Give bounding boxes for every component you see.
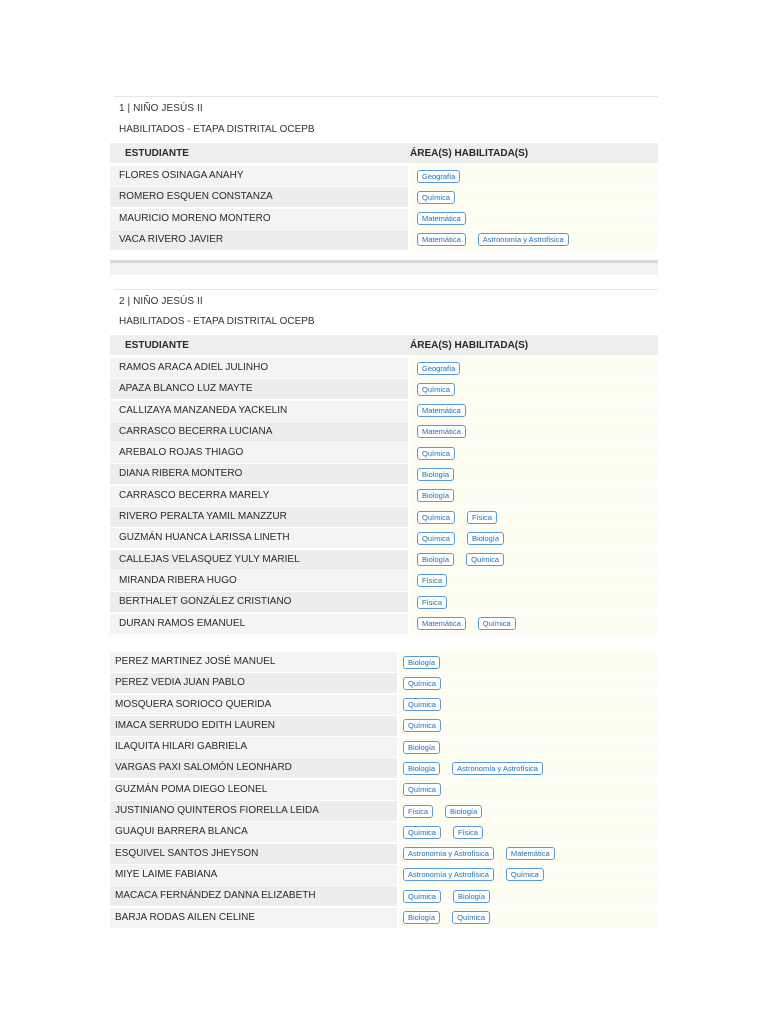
table-row <box>110 486 658 506</box>
area-cell <box>399 780 658 800</box>
table-row <box>110 780 658 800</box>
area-badge[interactable]: Química <box>478 617 516 630</box>
table-row <box>110 844 658 864</box>
area-cell <box>410 486 658 506</box>
area-cell <box>410 507 658 527</box>
student-name: FLORES OSINAGA ANAHY <box>110 166 408 186</box>
area-badge[interactable]: Física <box>403 805 433 818</box>
table-row <box>110 592 658 612</box>
area-cell <box>399 673 658 693</box>
area-cell <box>399 695 658 715</box>
student-name: ILAQUITA HILARI GABRIELA <box>110 737 397 757</box>
area-badge[interactable]: Matemática <box>417 425 466 438</box>
student-name: MACACA FERNÁNDEZ DANNA ELIZABETH <box>110 886 397 906</box>
area-badge[interactable]: Matemática <box>417 617 466 630</box>
column-header-student: ESTUDIANTE <box>125 147 189 159</box>
table-row <box>110 528 658 548</box>
table-row <box>110 209 658 229</box>
table-row <box>110 401 658 421</box>
area-cell <box>410 592 658 612</box>
area-badge[interactable]: Biología <box>453 890 490 903</box>
table-row <box>110 507 658 527</box>
table-row <box>110 908 658 928</box>
area-cell <box>399 844 658 864</box>
area-badge[interactable]: Biología <box>467 532 504 545</box>
school-section-1 <box>110 96 658 251</box>
student-name: DURAN RAMOS EMANUEL <box>110 614 408 634</box>
area-badge[interactable]: Geografía <box>417 170 460 183</box>
area-cell <box>399 886 658 906</box>
area-badge[interactable]: Física <box>417 574 447 587</box>
table-row <box>110 716 658 736</box>
area-badge[interactable]: Astronomía y Astrofísica <box>403 868 494 881</box>
table-row <box>110 695 658 715</box>
area-badge[interactable]: Biología <box>417 553 454 566</box>
area-badge[interactable]: Química <box>417 447 455 460</box>
student-name: BARJA RODAS AILEN CELINE <box>110 908 397 928</box>
area-badge[interactable]: Matemática <box>506 847 555 860</box>
student-name: APAZA BLANCO LUZ MAYTE <box>110 379 408 399</box>
section-divider <box>114 289 658 290</box>
table-row <box>110 758 658 778</box>
table-row <box>110 614 658 634</box>
table-row <box>110 737 658 757</box>
student-name: VARGAS PAXI SALOMÓN LEONHARD <box>110 758 397 778</box>
student-name: DIANA RIBERA MONTERO <box>110 464 408 484</box>
table-row <box>110 464 658 484</box>
area-badge[interactable]: Biología <box>417 489 454 502</box>
table-row <box>110 550 658 570</box>
student-name: AREBALO ROJAS THIAGO <box>110 443 408 463</box>
column-header-areas: ÁREA(S) HABILITADA(S) <box>410 339 529 351</box>
area-badge[interactable]: Física <box>453 826 483 839</box>
area-badge[interactable]: Química <box>403 698 441 711</box>
area-badge[interactable]: Matemática <box>417 233 466 246</box>
area-badge[interactable]: Química <box>403 890 441 903</box>
student-name: MIYE LAIME FABIANA <box>110 865 397 885</box>
section-subtitle: HABILITADOS - ETAPA DISTRITAL OCEPB <box>119 124 315 135</box>
area-cell <box>410 443 658 463</box>
student-name: GUAQUI BARRERA BLANCA <box>110 822 397 842</box>
area-badge[interactable]: Biología <box>403 911 440 924</box>
table-row <box>110 673 658 693</box>
student-name: MIRANDA RIBERA HUGO <box>110 571 408 591</box>
table-row <box>110 379 658 399</box>
area-cell <box>399 758 658 778</box>
student-name: RAMOS ARACA ADIEL JULINHO <box>110 358 408 378</box>
student-list <box>110 358 658 634</box>
column-header-areas: ÁREA(S) HABILITADA(S) <box>410 147 529 159</box>
area-badge[interactable]: Biología <box>403 762 440 775</box>
section-separator-band <box>110 263 658 275</box>
student-name: RIVERO PERALTA YAMIL MANZZUR <box>110 507 408 527</box>
area-cell <box>410 422 658 442</box>
student-name: ESQUIVEL SANTOS JHEYSON <box>110 844 397 864</box>
area-cell <box>410 379 658 399</box>
area-cell <box>410 550 658 570</box>
area-cell <box>399 801 658 821</box>
school-section-3-continuation <box>110 652 658 929</box>
table-row <box>110 886 658 906</box>
area-cell <box>410 571 658 591</box>
student-name: CALLEJAS VELASQUEZ YULY MARIEL <box>110 550 408 570</box>
table-row <box>110 166 658 186</box>
area-badge[interactable]: Astronomía y Astrofísica <box>403 847 494 860</box>
student-name: GUZMÁN HUANCA LARISSA LINETH <box>110 528 408 548</box>
school-section-2 <box>110 289 658 635</box>
area-badge[interactable]: Química <box>417 532 455 545</box>
area-badge[interactable]: Astronomía y Astrofísica <box>478 233 569 246</box>
area-cell <box>410 401 658 421</box>
table-header <box>110 335 658 355</box>
area-badge[interactable]: Química <box>417 511 455 524</box>
area-badge[interactable]: Química <box>403 826 441 839</box>
table-row <box>110 358 658 378</box>
student-name: IMACA SERRUDO EDITH LAUREN <box>110 716 397 736</box>
column-header-student: ESTUDIANTE <box>125 339 189 351</box>
area-badge[interactable]: Matemática <box>417 404 466 417</box>
area-badge[interactable]: Química <box>417 191 455 204</box>
area-cell <box>410 209 658 229</box>
area-cell <box>399 737 658 757</box>
area-badge[interactable]: Química <box>403 677 441 690</box>
section-title: 2 | NIÑO JESÚS II <box>119 296 203 307</box>
area-cell <box>399 716 658 736</box>
student-name: MAURICIO MORENO MONTERO <box>110 209 408 229</box>
area-cell <box>399 652 658 672</box>
area-cell <box>399 822 658 842</box>
student-list <box>110 166 658 250</box>
area-badge[interactable]: Química <box>417 383 455 396</box>
student-name: GUZMÁN POMA DIEGO LEONEL <box>110 780 397 800</box>
table-header <box>110 143 658 163</box>
area-badge[interactable]: Química <box>466 553 504 566</box>
area-cell <box>410 187 658 207</box>
student-name: PEREZ VEDIA JUAN PABLO <box>110 673 397 693</box>
table-row <box>110 652 658 672</box>
area-badge[interactable]: Química <box>506 868 544 881</box>
section-divider <box>114 96 658 97</box>
table-row <box>110 822 658 842</box>
area-badge[interactable]: Astronomía y Astrofísica <box>452 762 543 775</box>
student-name: BERTHALET GONZÁLEZ CRISTIANO <box>110 592 408 612</box>
student-name: CARRASCO BECERRA MARELY <box>110 486 408 506</box>
area-badge[interactable]: Química <box>452 911 490 924</box>
area-badge[interactable]: Química <box>403 719 441 732</box>
student-name: PEREZ MARTINEZ JOSÉ MANUEL <box>110 652 397 672</box>
table-row <box>110 571 658 591</box>
student-name: CARRASCO BECERRA LUCIANA <box>110 422 408 442</box>
area-cell <box>410 358 658 378</box>
table-row <box>110 187 658 207</box>
area-badge[interactable]: Biología <box>445 805 482 818</box>
area-badge[interactable]: Biología <box>403 656 440 669</box>
student-name: VACA RIVERO JAVIER <box>110 230 408 250</box>
area-cell <box>410 464 658 484</box>
student-name: MOSQUERA SORIOCO QUERIDA <box>110 695 397 715</box>
student-list <box>110 652 658 928</box>
area-cell <box>410 166 658 186</box>
table-row <box>110 801 658 821</box>
student-name: CALLIZAYA MANZANEDA YACKELIN <box>110 401 408 421</box>
area-cell <box>410 528 658 548</box>
area-badge[interactable]: Matemática <box>417 212 466 225</box>
area-cell <box>399 865 658 885</box>
section-title: 1 | NIÑO JESÚS II <box>119 103 203 114</box>
table-row <box>110 422 658 442</box>
table-row <box>110 443 658 463</box>
area-badge[interactable]: Geografía <box>417 362 460 375</box>
student-name: ROMERO ESQUEN CONSTANZA <box>110 187 408 207</box>
section-subtitle: HABILITADOS - ETAPA DISTRITAL OCEPB <box>119 316 315 327</box>
area-cell <box>410 230 658 250</box>
student-name: JUSTINIANO QUINTEROS FIORELLA LEIDA <box>110 801 397 821</box>
area-cell <box>399 908 658 928</box>
area-badge[interactable]: Física <box>417 596 447 609</box>
table-row <box>110 230 658 250</box>
area-cell <box>410 614 658 634</box>
area-badge[interactable]: Biología <box>403 741 440 754</box>
area-badge[interactable]: Física <box>467 511 497 524</box>
area-badge[interactable]: Biología <box>417 468 454 481</box>
area-badge[interactable]: Química <box>403 783 441 796</box>
table-row <box>110 865 658 885</box>
